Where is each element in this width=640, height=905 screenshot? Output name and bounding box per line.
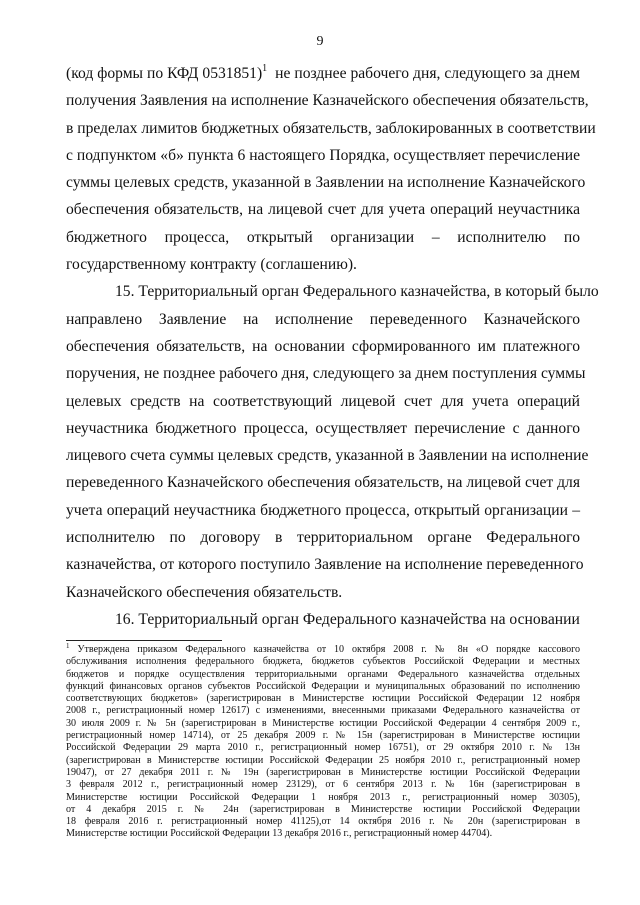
- footnote-line: обслуживания исполнения федерального бюджета, бюджетов субъектов Российской Федерации и местных: [66, 656, 580, 668]
- text-line: обеспечения обязательств, на основании сформированного им платежного: [66, 337, 580, 355]
- footnote-line: 19047), от 27 декабря 2011 г. № 19н (зарегистрирован в Министерстве юстиции Российской Федерации: [66, 766, 580, 778]
- footnote-line: от 4 декабря 2015 г. № 24н (зарегистрирован в Министерстве юстиции Российской Федерации: [66, 803, 580, 815]
- text-line: лицевого счета суммы целевых средств, указанной в Заявлении на исполнение: [66, 447, 589, 465]
- footnote-marker: 1: [66, 642, 70, 650]
- text-line: 16. Территориальный орган Федерального казначейства на основании: [115, 610, 580, 628]
- text-line: неучастника бюджетного процесса, осуществляет перечисление с данного: [66, 419, 580, 437]
- footnote-line: (зарегистрирован в Министерстве юстиции Российской Федерации 25 ноября 2010 г., регистрационный номер: [66, 754, 580, 766]
- text-line: учета операций неучастника бюджетного процесса, открытый организации –: [66, 501, 580, 519]
- text-line: обеспечения обязательств, на лицевой счет для учета операций неучастника: [66, 201, 580, 219]
- page-number: 9: [316, 34, 324, 49]
- paragraph-16: [66, 606, 580, 633]
- footnote-line: 18 февраля 2016 г. регистрационный номер 41125),от 14 октября 2016 г. № 20н (зарегистрирован в: [66, 816, 580, 828]
- footnote-line: 3 февраля 2012 г., регистрационный номер 23129), от 6 сентября 2013 г. № 16н (зарегистрирован в: [66, 779, 580, 791]
- footnotes: [66, 644, 580, 841]
- text-line: (код формы по КФД 0531851)$^1$ не позднее рабочего дня, следующего за днем: [66, 63, 580, 82]
- text-line: бюджетного процесса, открытый организации – исполнителю по: [66, 228, 580, 246]
- footnote-line: Министерстве юстиции Российской Федерации 1 ноября 2013 г., регистрационный номер 30305),: [66, 791, 580, 803]
- text-line: переведенного Казначейского обеспечения обязательств, на лицевой счет для: [66, 474, 580, 492]
- footnote-line: Министерстве юстиции Российской Федерации 13 декабря 2016 г., регистрационный номер 44704).: [66, 828, 493, 840]
- text-line: целевых средств на соответствующий лицевой счет для учета операций: [66, 392, 580, 410]
- footnote-line: 30 июля 2009 г. № 5н (зарегистрирован в Министерстве юстиции Российской Федерации 4 сентября 2009 г.,: [66, 717, 580, 729]
- footnote-divider: [66, 640, 222, 641]
- text-line: получения Заявления на исполнение Казначейского обеспечения обязательств,: [66, 92, 589, 110]
- paragraph-continuation: [66, 60, 596, 278]
- paragraph-15: [66, 278, 599, 606]
- text-line: казначейства, от которого поступило Заявление на исполнение переведенного: [66, 556, 584, 574]
- text-line: исполнителю по договору в территориальном органе Федерального: [66, 529, 580, 547]
- text-line: в пределах лимитов бюджетных обязательств, заблокированных в соответствии: [66, 119, 596, 137]
- text-line: государственному контракту (соглашению).: [66, 256, 357, 274]
- text-line: Казначейского обеспечения обязательств.: [66, 583, 343, 601]
- footnote-line: бюджетов и порядке осуществления территориальными органами Федерального казначейства отдельных: [66, 668, 580, 680]
- text-line: 15. Территориальный орган Федерального казначейства, в который было: [115, 283, 599, 301]
- text-line: направлено Заявление на исполнение переведенного Казначейского: [66, 310, 580, 328]
- text-line: поручения, не позднее рабочего дня, следующего за днем поступления суммы: [66, 365, 586, 383]
- footnote-line: соответствующих бюджетов» (зарегистрирован в Министерстве юстиции Российской Федерации 12 ноября: [66, 693, 580, 705]
- footnote-line: 2008 г., регистрационный номер 12617) с изменениями, внесенными приказами Федерального казначейства от: [66, 705, 580, 717]
- footnote-line: функций финансовых органов субъектов Российской Федерации и муниципальных образований по исполнению: [66, 680, 580, 692]
- body-text: [66, 60, 599, 633]
- text-line: суммы целевых средств, указанной в Заявлении на исполнение Казначейского: [66, 174, 586, 192]
- footnote-reference: 1: [262, 63, 268, 74]
- text-line: с подпунктом «б» пункта 6 настоящего Порядка, осуществляет перечисление: [66, 146, 580, 164]
- footnote-line: $^1$ Утверждена приказом Федерального казначейства от 10 октября 2008 г. № 8н «О порядке кассового: [66, 642, 580, 655]
- footnote-line: Российской Федерации 29 марта 2010 г., регистрационный номер 16751), от 29 октября 2010 г. № 13н: [66, 742, 580, 754]
- footnote-line: регистрационный номер 14714), от 25 декабря 2009 г. № 15н (зарегистрирован в Министерстве юстиции: [66, 730, 580, 742]
